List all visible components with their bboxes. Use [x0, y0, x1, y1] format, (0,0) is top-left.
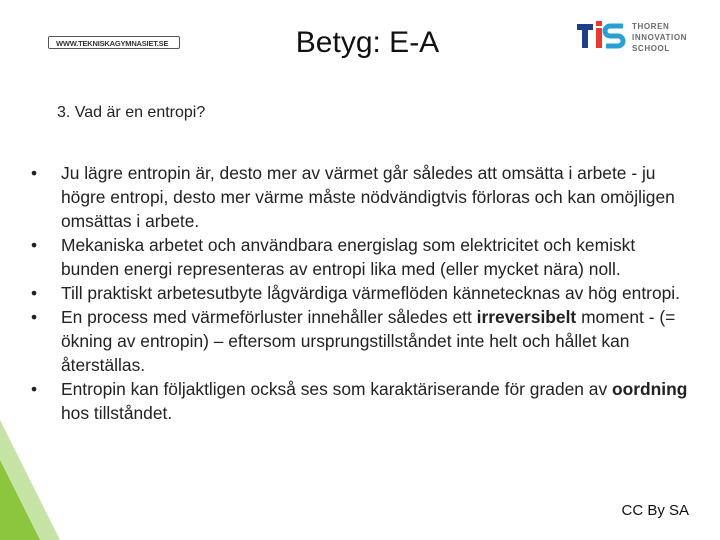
bullet-emphasis: irreversibelt [476, 307, 577, 327]
bullet-text: hos tillståndet. [61, 403, 173, 423]
bullet-list [31, 161, 696, 425]
bullet-dot-icon: • [31, 283, 38, 303]
bullet-text: Mekaniska arbetet och användbara energislag som elektricitet och kemiskt bunden energi representeras av entropi lika med (eller mycket nära) noll. [61, 235, 636, 279]
bullet-text: Ju lägre entropin är, desto mer av värmet går således att omsätta i arbete - ju högre entropi, desto mer värme måste nödvändigtvis förloras och kan omöjligen omsättas i arbete. [61, 163, 675, 231]
logo-word: INNOVATION [632, 33, 688, 42]
website-url-text: WWW.TEKNISKAGYMNASIET.SE [56, 39, 169, 48]
logo-word: SCHOOL [632, 44, 670, 53]
bullet-item [31, 281, 696, 305]
bullet-dot-icon: • [31, 235, 38, 255]
logo-word: THOREN [632, 22, 670, 31]
bullet-dot-icon: • [31, 163, 38, 183]
bullet-dot-icon: • [31, 379, 38, 399]
bullet-text: moment - (= ökning av entropin) – eftersom ursprungstillståndet inte helt och hållet kan återställas. [61, 307, 676, 375]
website-url-box [48, 36, 180, 49]
bullet-item [31, 305, 696, 377]
question-heading: 3. Vad är en entropi? [57, 104, 206, 121]
bullet-item [31, 161, 696, 233]
slide-title: Betyg: E-A [295, 26, 440, 59]
bullet-text: Entropin kan följaktligen också ses som karaktäriserande för graden av [61, 379, 612, 399]
bullet-dot-icon: • [31, 307, 38, 327]
tis-logo-mark [576, 18, 630, 54]
license-label: CC By SA [621, 502, 689, 519]
logo-wordmark [632, 21, 687, 54]
bullet-item [31, 233, 696, 281]
bullet-item [31, 377, 696, 425]
green-corner-decoration [0, 420, 60, 540]
bullet-text: En process med värmeförluster innehåller således ett [61, 307, 477, 327]
school-logo [576, 18, 696, 58]
bullet-text: Till praktiskt arbetesutbyte lågvärdiga värmeflöden kännetecknas av hög entropi. [61, 283, 680, 303]
bullet-emphasis: oordning [612, 379, 688, 399]
